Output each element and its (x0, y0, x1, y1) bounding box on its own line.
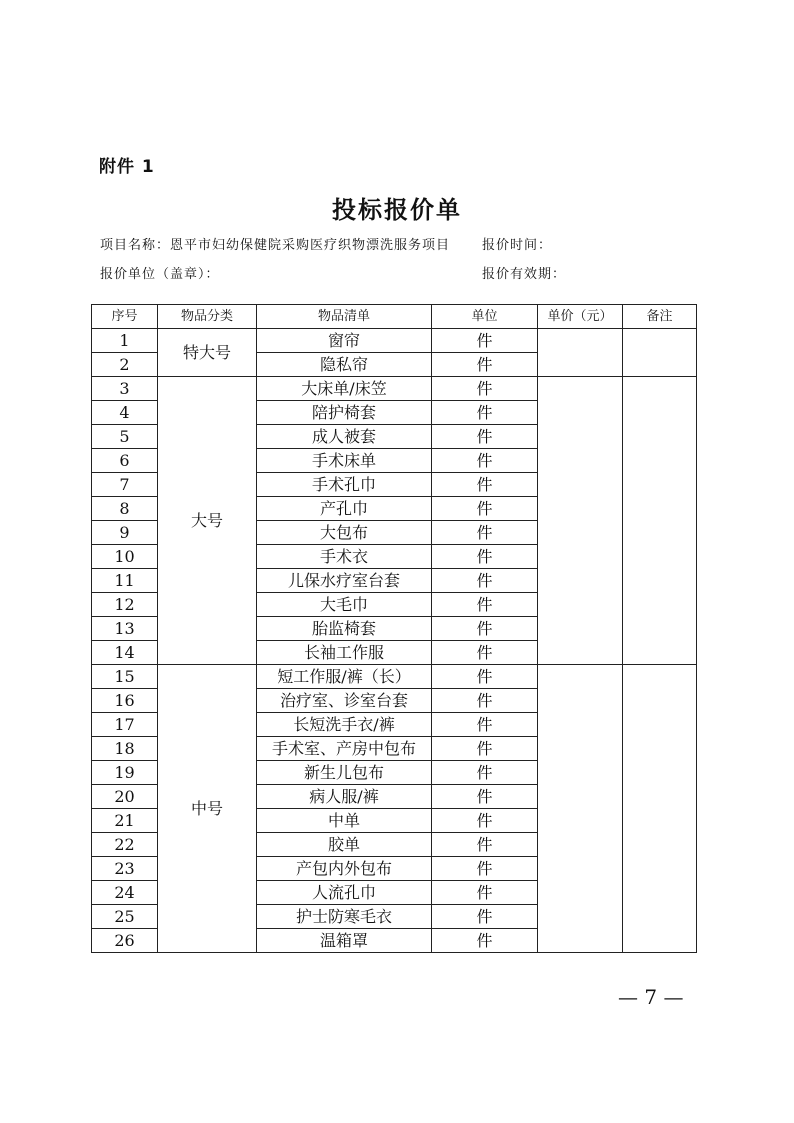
item-name: 陪护椅套 (257, 401, 432, 425)
page-title: 投标报价单 (332, 196, 462, 224)
row-number: 3 (92, 377, 158, 401)
row-number: 21 (92, 809, 158, 833)
table-row (92, 665, 697, 689)
row-number: 23 (92, 857, 158, 881)
item-unit: 件 (432, 785, 538, 809)
item-unit: 件 (432, 521, 538, 545)
attachment-label: 附件 1 (99, 157, 155, 177)
row-number: 19 (92, 761, 158, 785)
quotation-table (91, 304, 697, 953)
unit-price-cell[interactable] (538, 329, 623, 377)
item-name: 胎监椅套 (257, 617, 432, 641)
item-name: 病人服/裤 (257, 785, 432, 809)
row-number: 10 (92, 545, 158, 569)
item-unit: 件 (432, 449, 538, 473)
item-name: 长袖工作服 (257, 641, 432, 665)
row-number: 8 (92, 497, 158, 521)
category-cell: 大号 (158, 377, 257, 665)
validity-label: 报价有效期： (482, 267, 567, 282)
row-number: 7 (92, 473, 158, 497)
item-unit: 件 (432, 809, 538, 833)
row-number: 4 (92, 401, 158, 425)
item-unit: 件 (432, 617, 538, 641)
item-name: 成人被套 (257, 425, 432, 449)
header-price: 单价（元） (538, 305, 623, 329)
row-number: 25 (92, 905, 158, 929)
row-number: 26 (92, 929, 158, 953)
item-name: 治疗室、诊室台套 (257, 689, 432, 713)
remark-cell[interactable] (623, 377, 697, 665)
item-unit: 件 (432, 737, 538, 761)
item-unit: 件 (432, 689, 538, 713)
item-unit: 件 (432, 401, 538, 425)
row-number: 11 (92, 569, 158, 593)
row-number: 14 (92, 641, 158, 665)
row-number: 2 (92, 353, 158, 377)
item-unit: 件 (432, 713, 538, 737)
item-unit: 件 (432, 857, 538, 881)
row-number: 24 (92, 881, 158, 905)
item-unit: 件 (432, 641, 538, 665)
item-name: 手术孔巾 (257, 473, 432, 497)
header-no: 序号 (92, 305, 158, 329)
item-name: 隐私帘 (257, 353, 432, 377)
item-name: 手术衣 (257, 545, 432, 569)
table-body (92, 329, 697, 953)
table-row (92, 329, 697, 353)
item-unit: 件 (432, 905, 538, 929)
remark-cell[interactable] (623, 329, 697, 377)
item-unit: 件 (432, 569, 538, 593)
row-number: 18 (92, 737, 158, 761)
item-unit: 件 (432, 761, 538, 785)
item-unit: 件 (432, 833, 538, 857)
header-unit: 单位 (432, 305, 538, 329)
item-name: 人流孔巾 (257, 881, 432, 905)
item-name: 手术室、产房中包布 (257, 737, 432, 761)
table-header-row (92, 305, 697, 329)
quote-time-label: 报价时间： (482, 238, 553, 253)
item-name: 窗帘 (257, 329, 432, 353)
item-unit: 件 (432, 425, 538, 449)
project-name-label: 项目名称：恩平市妇幼保健院采购医疗织物漂洗服务项目 (100, 238, 451, 253)
row-number: 9 (92, 521, 158, 545)
item-name: 大床单/床笠 (257, 377, 432, 401)
header-remark: 备注 (623, 305, 697, 329)
category-cell: 特大号 (158, 329, 257, 377)
item-unit: 件 (432, 497, 538, 521)
item-name: 护士防寒毛衣 (257, 905, 432, 929)
row-number: 17 (92, 713, 158, 737)
row-number: 13 (92, 617, 158, 641)
item-unit: 件 (432, 353, 538, 377)
item-name: 产包内外包布 (257, 857, 432, 881)
header-item: 物品清单 (257, 305, 432, 329)
item-name: 产孔巾 (257, 497, 432, 521)
item-name: 长短洗手衣/裤 (257, 713, 432, 737)
page-number: — 7 — (618, 985, 684, 1009)
item-unit: 件 (432, 929, 538, 953)
item-name: 新生儿包布 (257, 761, 432, 785)
row-number: 15 (92, 665, 158, 689)
item-name: 胶单 (257, 833, 432, 857)
item-name: 中单 (257, 809, 432, 833)
item-name: 大包布 (257, 521, 432, 545)
item-name: 短工作服/裤（长） (257, 665, 432, 689)
item-unit: 件 (432, 593, 538, 617)
quote-unit-label: 报价单位（盖章）： (100, 267, 220, 282)
row-number: 12 (92, 593, 158, 617)
table-row (92, 377, 697, 401)
item-name: 温箱罩 (257, 929, 432, 953)
row-number: 22 (92, 833, 158, 857)
row-number: 20 (92, 785, 158, 809)
item-unit: 件 (432, 329, 538, 353)
remark-cell[interactable] (623, 665, 697, 953)
unit-price-cell[interactable] (538, 665, 623, 953)
item-unit: 件 (432, 881, 538, 905)
unit-price-cell[interactable] (538, 377, 623, 665)
item-unit: 件 (432, 545, 538, 569)
row-number: 5 (92, 425, 158, 449)
item-name: 大毛巾 (257, 593, 432, 617)
header-category: 物品分类 (158, 305, 257, 329)
row-number: 16 (92, 689, 158, 713)
item-unit: 件 (432, 473, 538, 497)
item-name: 手术床单 (257, 449, 432, 473)
row-number: 6 (92, 449, 158, 473)
item-name: 儿保水疗室台套 (257, 569, 432, 593)
category-cell: 中号 (158, 665, 257, 953)
row-number: 1 (92, 329, 158, 353)
item-unit: 件 (432, 377, 538, 401)
item-unit: 件 (432, 665, 538, 689)
